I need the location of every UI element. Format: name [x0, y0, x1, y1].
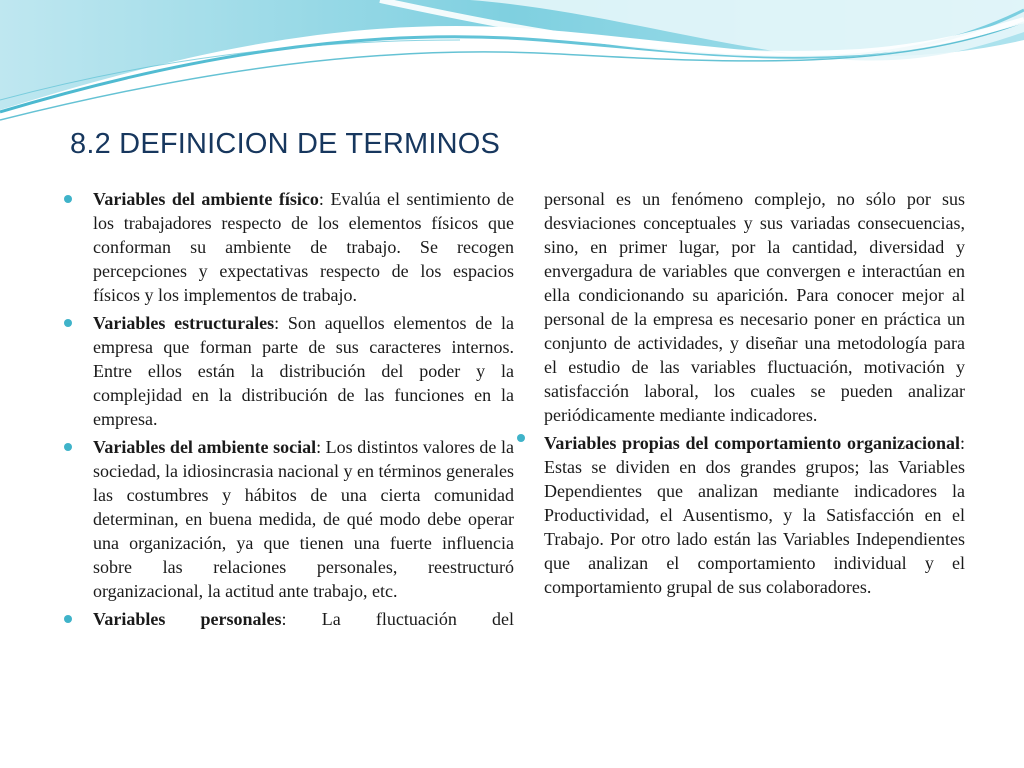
term-definition: : Estas se dividen en dos grandes grupos; las Variables Dependientes que analizan mediante indicadores la Productividad, el Ausentismo, y la Satisfacción en el Trabajo. Por otro lado están las Variables Independientes que analizan el comportamiento individual y el comportamiento grupal de sus colaboradores. [544, 433, 965, 597]
term-definition: : Son aquellos elementos de la empresa que forman parte de sus caracteres internos. Entre ellos están la distribución del poder y la complejidad en la distribución de las funciones en la empresa. [93, 313, 515, 429]
page-title: 8.2 DEFINICION DE TERMINOS [70, 128, 501, 160]
continuation-paragraph: personal es un fenómeno complejo, no sólo por sus desviaciones conceptuales y sus variadas consecuencias, sino, en primer lugar, por la cantidad, diversidad y envergadura de variables que convergen e interactúan en ella condicionando su aparición. Para conocer mejor al personal de la empresa es necesario poner en práctica un conjunto de actividades, y diseñar una metodología para el estudio de las variables fluctuación, motivación y satisfacción laboral, los cuales se pueden analizar periódicamente mediante indicadores. [544, 189, 965, 425]
bullet-dot-icon [64, 615, 72, 623]
list-item [93, 187, 514, 307]
term-definition: : Evalúa el sentimiento de los trabajadores respecto de los elementos físicos que conforman su ambiente de trabajo. Se recogen percepciones y expectativas respecto de los espacios físicos y los implementos de trabajo. [93, 189, 514, 305]
left-column [93, 187, 514, 635]
decorative-wave-banner [0, 0, 1024, 130]
term-label: Variables personales [93, 609, 282, 629]
term-label: Variables propias del comportamiento organizacional [544, 433, 960, 453]
bullet-dot-icon [64, 443, 72, 451]
bullet-dot-icon [64, 195, 72, 203]
list-item [544, 431, 965, 599]
right-column [544, 187, 965, 603]
term-definition: : La fluctuación del [281, 609, 514, 629]
term-label: Variables del ambiente físico [93, 189, 319, 209]
list-item [93, 607, 514, 631]
bullet-dot-icon [64, 319, 72, 327]
term-label: Variables estructurales [93, 313, 275, 333]
list-item [93, 311, 514, 431]
list-item [93, 435, 514, 603]
term-definition: : Los distintos valores de la sociedad, la idiosincrasia nacional y en términos generales las costumbres y hábitos de una cierta comunidad determinan, en buena medida, de qué modo debe operar una organización, ya que tienen una fuerte influencia sobre las relaciones personales, reestructuró organizacional, la actitud ante trabajo, etc. [93, 437, 514, 601]
term-label: Variables del ambiente social [93, 437, 317, 457]
bullet-dot-icon [517, 434, 525, 442]
